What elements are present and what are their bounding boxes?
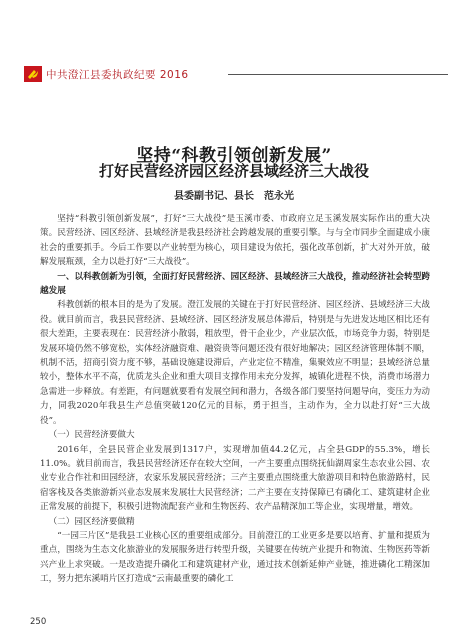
body-paragraph: 2016年，全县民营企业发展到1317户，实现增加值44.2亿元，占全县GDP的55.3%，增长11.0%。就目前而言，我县民营经济还存在较大空间，一产主要重点围绕抚仙湖周家生态农业公园、农业专业合作社和田园经济，农家乐发展民营经济；三产主要重点围绕重大旅游项目和特色旅游路村，民宿客栈及各类旅游新兴业态发展来发展壮大民营经济；二产主要在支持保障已有磷化工、建筑建材企业正常发展的前提下，积极引进物流配套产业和生物医药、农产品精深加工等企业，实现增量，增效。	[40, 444, 430, 513]
subsection-heading: （二）园区经济要做精	[48, 516, 135, 527]
running-header	[24, 66, 448, 82]
header-rule	[228, 74, 448, 75]
article-title-line-2: 打好民营经济园区经济县域经济三大战役	[98, 162, 369, 180]
running-title: 中共澄江县委执政纪要 2016	[46, 69, 189, 81]
body-paragraph: 坚持“科教引领创新发展”，打好“三大战役”是玉溪市委、市政府立足玉溪发展实际作出的重大决策。民营经济、园区经济、县域经济是我县经济社会跨越发展的重要引擎。与与全市同步全面建成小康社会的重要抓手。今后工作要以产业转型为核心，项目建设为依托，强化改革创新，扩大对外开放，破解发展瓶颈，全力以赴打好“三大战役”。	[40, 214, 430, 268]
party-emblem-icon	[24, 66, 42, 82]
page-number: 250	[30, 617, 47, 627]
article-body	[40, 212, 430, 587]
body-paragraph: “一园三片区”是我县工业核心区的重要组成部分。目前澄江的工业更多是要以培育、扩量和提质为重点，围绕为生态文化旅游业的发展服务进行转型升级，关键要在传统产业提升和物流、生物医药等新兴产业上求突破。一是改造提升磷化工和建筑建材产业，通过技术创新延伸产业链，推进磷化工精深加工，努力把东溪哨片区打造成“云南最重要的磷化工	[40, 530, 430, 585]
section-heading: 一、以科教创新为引领，全面打好民营经济、园区经济、县域经济三大战役，推动经济社会转型跨越发展	[40, 271, 430, 297]
subsection-heading: （一）民营经济要做大	[48, 430, 135, 441]
article-author: 县委副书记、县长 范永光	[174, 191, 294, 202]
article-title-line-1: 坚持“科教引领创新发展”	[136, 146, 332, 166]
body-paragraph: 科教创新的根本目的是为了发展。澄江发展的关键在于打好民营经济、园区经济、县域经济三大战役。就目前而言，我县民营经济、县域经济、园区经济发展总体滞后，特别是与先进发达地区相比还有很大差距，主要表现在：民营经济小散弱，粗放型，骨干企业少，产业层次低，市场竞争力弱，特别是发展环境仍然不够宽松，实体经济融资难、融资贵等问题还没有很好地解决；园区经济管理体制不顺，机制不活，招商引资力度不够，基础设施建设滞后，产业定位不精准，集聚效应不明显；县域经济总量较小，整体水平不高，优质龙头企业和重大项目支撑作用未充分发挥，城镇化进程不快，消费市场潜力急需进一步释放。有差距，有问题就要看有发展空间和潜力，各级各部门要坚持问题导向，变压力为动力，同我2020年我县生产总值突破120亿元的目标，勇于担当，主动作为，全力以赴打好“三大战役”。	[40, 300, 430, 426]
